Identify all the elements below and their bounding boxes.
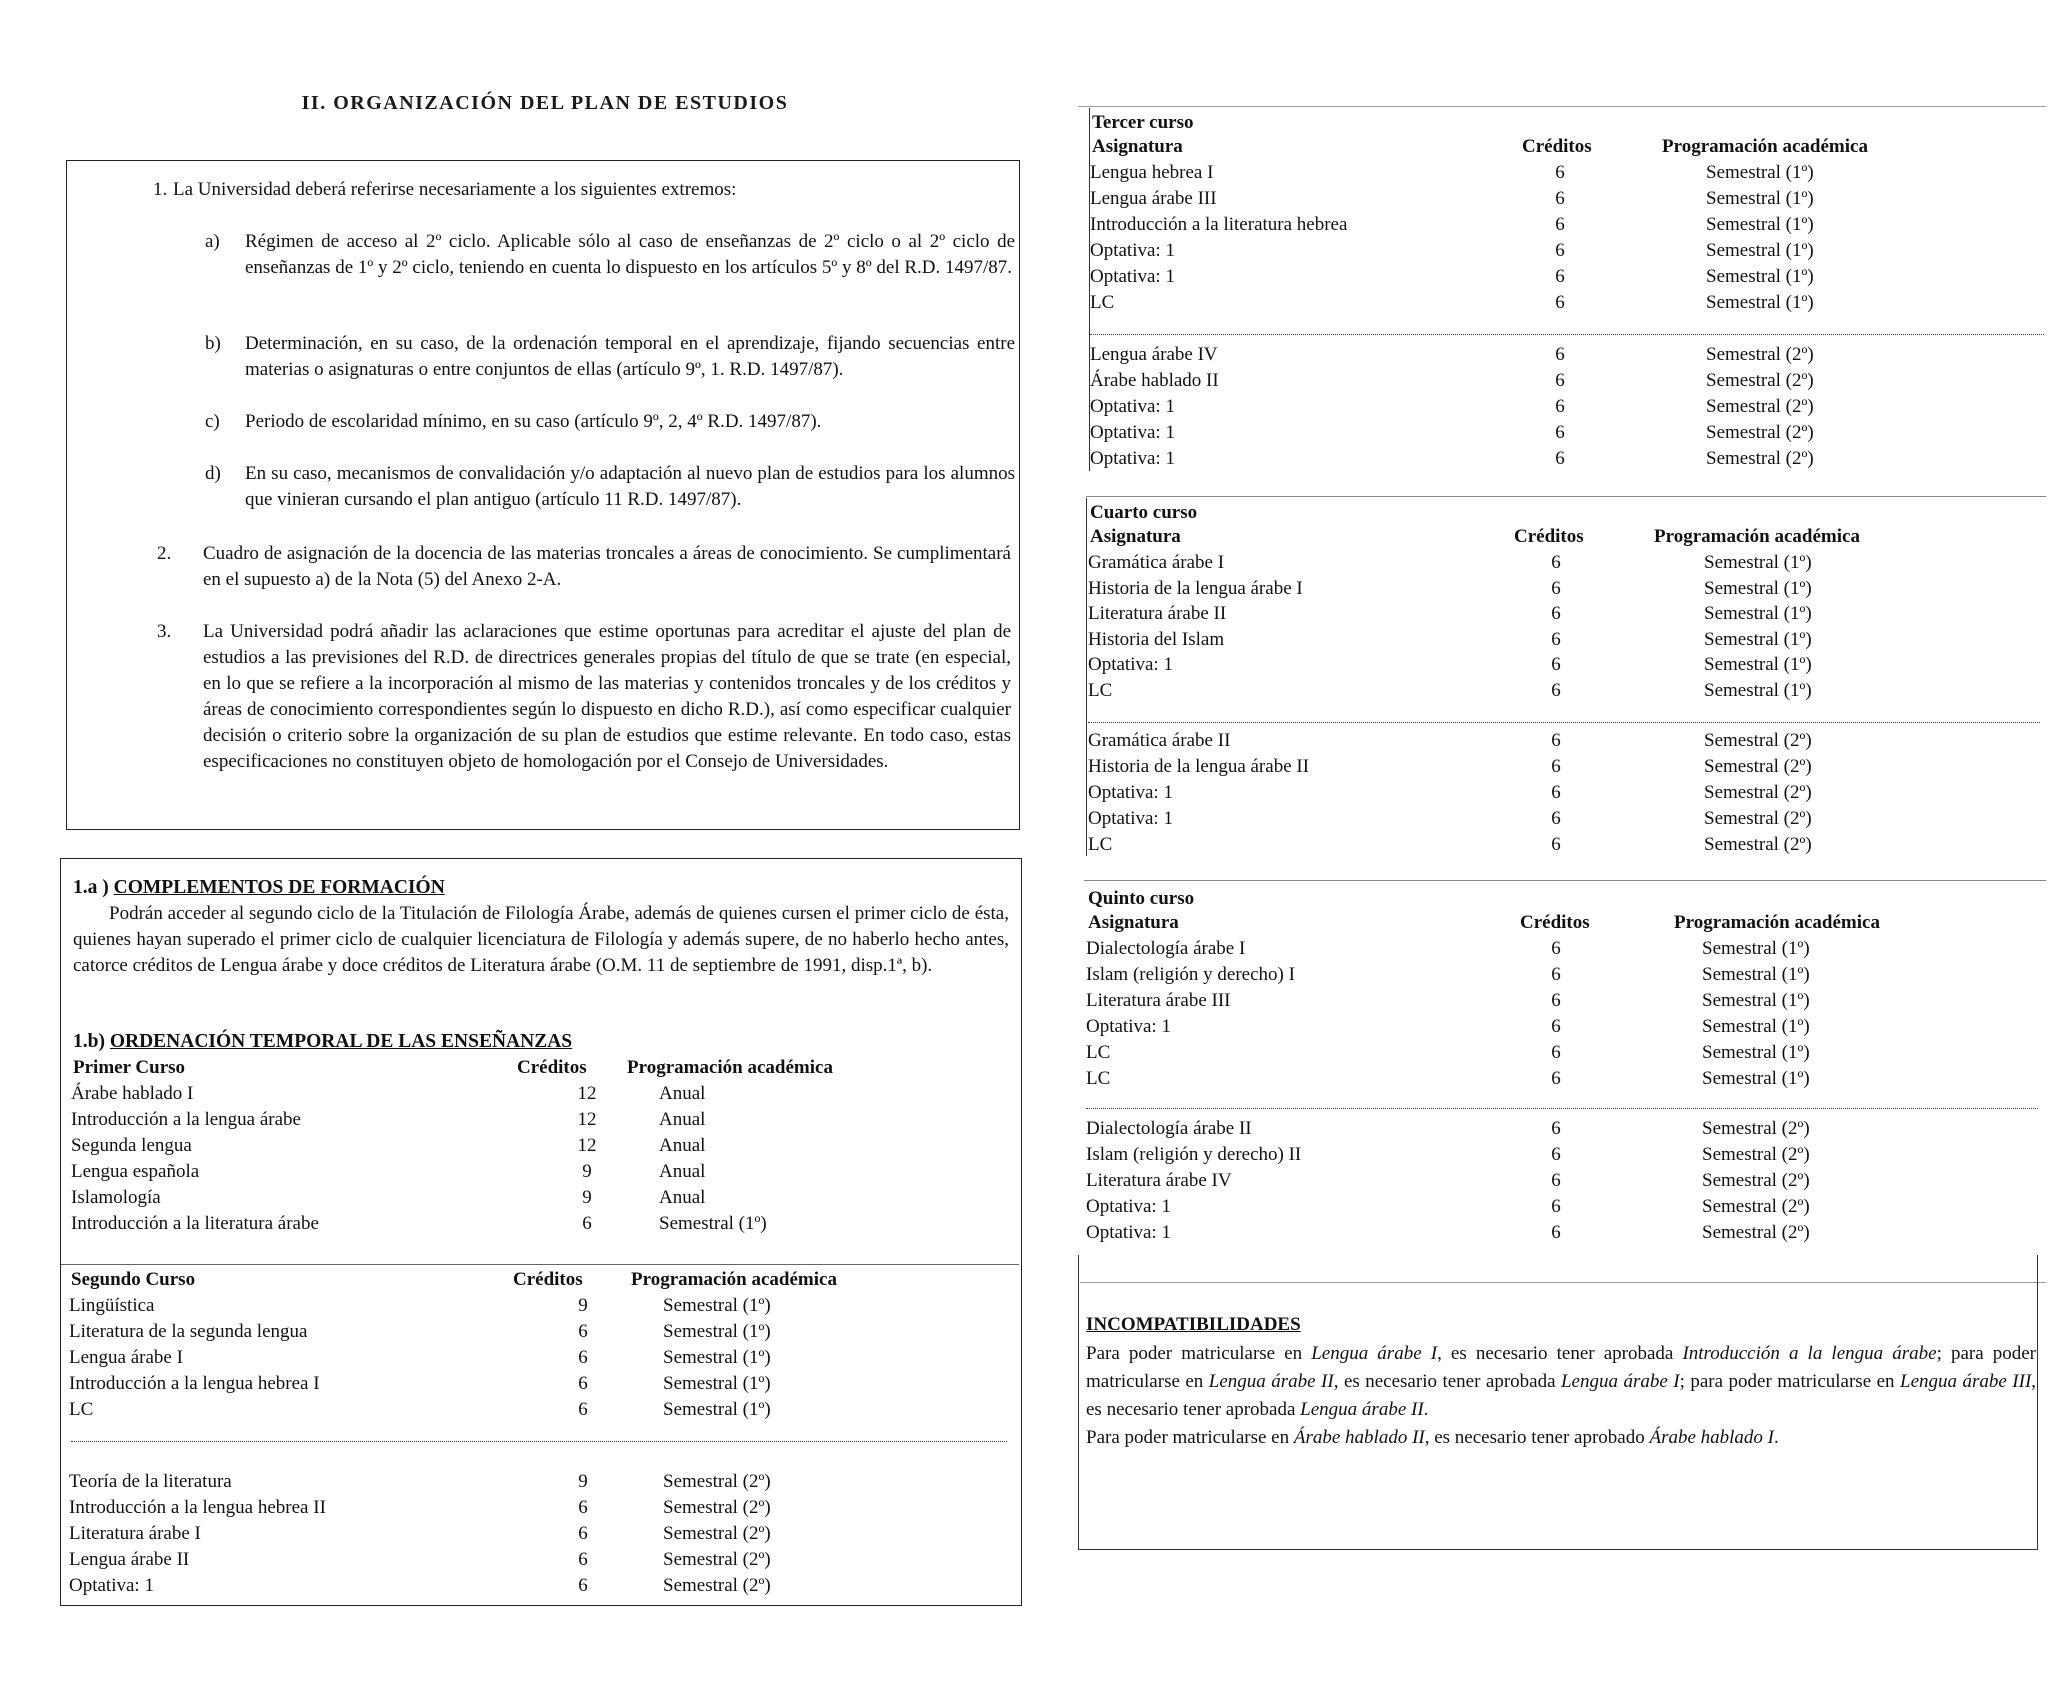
note-b: Determinación, en su caso, de la ordenación temporal en el aprendizaje, fijando secuencias entre materias o asignaturas o entre conjuntos de ellas (artículo 9º, 1. R.D. 1497/87). [245, 333, 1015, 380]
segundo-curso-title: Segundo Curso [71, 1269, 196, 1290]
divider [61, 1264, 1019, 1265]
schedule-cell: Semestral (2º) [663, 1497, 771, 1518]
schedule-cell: Semestral (1º) [663, 1321, 771, 1342]
col-asignatura: Asignatura [1090, 526, 1181, 547]
schedule-cell: Anual [659, 1161, 706, 1182]
credits-cell: 6 [1551, 782, 1561, 803]
subject-cell: Literatura árabe III [1086, 990, 1231, 1011]
col-creditos: Créditos [1514, 526, 1584, 547]
col-programacion: Programación académica [627, 1057, 833, 1078]
schedule-cell: Semestral (1º) [1704, 654, 1812, 675]
subject-cell: Optativa: 1 [1086, 1196, 1171, 1217]
subject-cell: Literatura árabe IV [1086, 1170, 1232, 1191]
col-creditos: Créditos [513, 1269, 583, 1290]
credits-cell: 6 [578, 1523, 588, 1544]
credits-cell: 6 [1551, 679, 1561, 701]
tercer-curso-title: Tercer curso [1092, 112, 1194, 133]
credits-cell: 6 [1555, 396, 1565, 417]
credits-cell: 6 [1551, 990, 1561, 1011]
subject-cell: Historia de la lengua árabe I [1088, 577, 1303, 599]
subject-cell: LC [1090, 292, 1115, 313]
subject-cell: Literatura árabe I [69, 1523, 201, 1544]
note-c: Periodo de escolaridad mínimo, en su caso (artículo 9º, 2, 4º R.D. 1497/87). [245, 411, 822, 432]
subject-cell: Introducción a la lengua árabe [71, 1109, 301, 1130]
col-programacion: Programación académica [1662, 136, 1868, 157]
credits-cell: 6 [1551, 808, 1561, 829]
credits-cell: 6 [1551, 1196, 1561, 1217]
study-plan-box [60, 858, 1022, 1606]
schedule-cell: Semestral (2º) [1706, 370, 1814, 391]
schedule-cell: Semestral (1º) [1704, 628, 1812, 650]
schedule-cell: Semestral (1º) [663, 1347, 771, 1368]
schedule-cell: Semestral (1º) [1702, 1016, 1810, 1037]
subject-cell: Optativa: 1 [1086, 1016, 1171, 1037]
schedule-cell: Semestral (1º) [1702, 938, 1810, 959]
complementos-text: Podrán acceder al segundo ciclo de la Titulación de Filología Árabe, además de quienes cursen el primer ciclo de ésta, quienes hayan superado el primer ciclo de cualquier licenciatura de Filología y además supere, de no haberlo hecho antes, catorce créditos de Lengua árabe y doce créditos de Literatura árabe (O.M. 11 de septiembre de 1991, disp.1ª, b). [73, 903, 1009, 976]
complementos-label: 1.a ) [73, 877, 109, 898]
credits-cell: 12 [577, 1135, 597, 1156]
incompatibilidades-heading: INCOMPATIBILIDADES [1086, 1314, 1301, 1335]
subject-cell: Optativa: 1 [1090, 266, 1175, 287]
credits-cell: 6 [1555, 188, 1565, 209]
subject-cell: Lingüística [69, 1295, 155, 1316]
subject-cell: Introducción a la lengua hebrea I [69, 1373, 320, 1394]
credits-cell: 6 [582, 1213, 592, 1234]
subject-cell: Optativa: 1 [1090, 448, 1175, 469]
subject-cell: Optativa: 1 [1090, 240, 1175, 261]
schedule-cell: Semestral (1º) [1706, 292, 1814, 313]
schedule-cell: Semestral (1º) [663, 1399, 771, 1420]
right-top-rule [1078, 106, 2046, 107]
subject-cell: Introducción a la lengua hebrea II [69, 1497, 326, 1518]
schedule-cell: Semestral (2º) [1706, 448, 1814, 469]
subject-cell: LC [1088, 834, 1113, 855]
credits-cell: 6 [1551, 1170, 1561, 1191]
subject-cell: Teoría de la literatura [69, 1471, 232, 1492]
quinto-curso-title: Quinto curso [1088, 888, 1195, 909]
subject-cell: LC [1088, 679, 1113, 701]
note-c-label: c) [205, 411, 220, 432]
schedule-cell: Semestral (1º) [659, 1213, 767, 1234]
credits-cell: 6 [1551, 730, 1561, 751]
credits-cell: 6 [578, 1373, 588, 1394]
subject-cell: Lengua árabe I [69, 1347, 183, 1368]
subject-cell: Literatura de la segunda lengua [69, 1321, 308, 1342]
subject-cell: Optativa: 1 [1090, 396, 1175, 417]
subject-cell: Gramática árabe I [1088, 552, 1225, 573]
credits-cell: 6 [1555, 266, 1565, 287]
note-d: En su caso, mecanismos de convalidación y/o adaptación al nuevo plan de estudios para los alumnos que vinieran cursando el plan antiguo (artículo 11 R.D. 1497/87). [245, 463, 1015, 510]
page-title: II. ORGANIZACIÓN DEL PLAN DE ESTUDIOS [301, 92, 789, 114]
subject-cell: Dialectología árabe II [1086, 1118, 1252, 1139]
credits-cell: 12 [577, 1083, 597, 1104]
primer-curso-title: Primer Curso [73, 1057, 186, 1078]
dotted-separator [1090, 334, 2044, 335]
subject-cell: Lengua hebrea I [1090, 162, 1214, 183]
subject-cell: Optativa: 1 [1090, 422, 1175, 443]
incompatibilidades-text-1: Para poder matricularse en Lengua árabe I, es necesario tener aprobada Introducción a la lengua árabe; para poder matricularse en Lengua árabe II, es necesario tener aprobada Lengua árabe I; para poder matricularse en Lengua árabe III, es necesario tener aprobada Lengua árabe II. [1086, 1343, 2037, 1420]
schedule-cell: Semestral (2º) [1706, 396, 1814, 417]
credits-cell: 6 [1551, 1144, 1561, 1165]
credits-cell: 6 [1555, 344, 1565, 365]
note-2-label: 2. [157, 543, 172, 564]
schedule-cell: Semestral (2º) [1704, 808, 1812, 829]
credits-cell: 6 [1551, 577, 1561, 599]
subject-cell: Lengua árabe II [69, 1549, 190, 1570]
schedule-cell: Semestral (2º) [663, 1471, 771, 1492]
subject-cell: Optativa: 1 [1088, 782, 1173, 803]
cuarto-curso-title: Cuarto curso [1090, 502, 1198, 523]
dotted-separator [71, 1441, 1007, 1442]
credits-cell: 12 [577, 1109, 597, 1130]
subject-cell: Lengua árabe III [1090, 188, 1217, 209]
schedule-cell: Anual [659, 1109, 706, 1130]
subject-cell: LC [69, 1399, 94, 1420]
schedule-cell: Semestral (2º) [1702, 1196, 1810, 1217]
credits-cell: 6 [1555, 240, 1565, 261]
schedule-cell: Semestral (2º) [663, 1523, 771, 1544]
schedule-cell: Semestral (1º) [1702, 1068, 1810, 1089]
incompatibilidades-text-2: Para poder matricularse en Árabe hablado II, es necesario tener aprobado Árabe hablado I. [1086, 1427, 1779, 1448]
schedule-cell: Semestral (2º) [1702, 1222, 1810, 1243]
col-creditos: Créditos [1520, 912, 1590, 933]
credits-cell: 6 [1551, 1016, 1561, 1037]
credits-cell: 6 [1551, 1118, 1561, 1139]
schedule-cell: Semestral (1º) [1704, 577, 1812, 599]
schedule-cell: Semestral (2º) [1702, 1118, 1810, 1139]
subject-cell: Islamología [71, 1187, 161, 1208]
schedule-cell: Semestral (1º) [1706, 266, 1814, 287]
ordenacion-heading: 1.b) ORDENACIÓN TEMPORAL DE LAS ENSEÑANZAS [73, 1031, 573, 1052]
subject-cell: Dialectología árabe I [1086, 938, 1246, 959]
schedule-cell: Semestral (1º) [1706, 240, 1814, 261]
credits-cell: 6 [1551, 834, 1561, 855]
subject-cell: Árabe hablado II [1090, 370, 1219, 391]
schedule-cell: Semestral (2º) [1704, 756, 1812, 777]
schedule-cell: Semestral (1º) [1706, 214, 1814, 235]
subject-cell: Optativa: 1 [69, 1575, 154, 1596]
schedule-cell: Semestral (1º) [1702, 964, 1810, 985]
section-rule [1084, 880, 2046, 881]
credits-cell: 6 [578, 1321, 588, 1342]
credits-cell: 6 [1555, 448, 1565, 469]
schedule-cell: Semestral (2º) [1704, 730, 1812, 751]
credits-cell: 9 [578, 1471, 588, 1492]
credits-cell: 6 [1551, 1042, 1561, 1063]
schedule-cell: Semestral (2º) [663, 1575, 771, 1596]
credits-cell: 6 [1555, 214, 1565, 235]
credits-cell: 6 [578, 1497, 588, 1518]
dotted-separator [1088, 722, 2040, 723]
credits-cell: 6 [1551, 603, 1561, 624]
section-rule [1086, 496, 2046, 497]
subject-cell: Islam (religión y derecho) I [1086, 964, 1295, 985]
subject-cell: Lengua española [71, 1161, 200, 1182]
credits-cell: 6 [1551, 654, 1561, 675]
note-1: La Universidad deberá referirse necesariamente a los siguientes extremos: [173, 179, 737, 200]
schedule-cell: Semestral (1º) [1706, 188, 1814, 209]
credits-cell: 6 [1555, 292, 1565, 313]
complementos-heading: 1.a ) COMPLEMENTOS DE FORMACIÓN [73, 877, 445, 898]
col-creditos: Créditos [1522, 136, 1592, 157]
note-a-label: a) [205, 231, 220, 252]
subject-cell: LC [1086, 1042, 1111, 1063]
credits-cell: 6 [1551, 1068, 1561, 1089]
col-programacion: Programación académica [1654, 526, 1860, 547]
schedule-cell: Semestral (1º) [1706, 162, 1814, 183]
credits-cell: 6 [578, 1549, 588, 1570]
schedule-cell: Semestral (2º) [663, 1549, 771, 1570]
subject-cell: Segunda lengua [71, 1135, 192, 1156]
subject-cell: Literatura árabe II [1088, 603, 1227, 624]
credits-cell: 9 [578, 1295, 588, 1316]
schedule-cell: Semestral (2º) [1702, 1144, 1810, 1165]
schedule-cell: Semestral (1º) [1704, 679, 1812, 701]
credits-cell: 6 [1555, 370, 1565, 391]
note-d-label: d) [205, 463, 221, 484]
credits-cell: 9 [582, 1161, 592, 1182]
note-3: La Universidad podrá añadir las aclaraciones que estime oportunas para acreditar el ajuste del plan de estudios a las previsiones del R.D. de directrices generales propias del título de que se trate (en especial, en lo que se refiere a la incorporación al mismo de las materias y contenidos troncales y de los créditos y áreas de conocimiento correspondientes según lo dispuesto en dicho R.D.), así como especificar cualquier decisión o criterio sobre la organización de su plan de estudios que estime relevante. En todo caso, estas especificaciones no constituyen objeto de homologación por el Consejo de Universidades. [203, 621, 1011, 772]
credits-cell: 6 [578, 1575, 588, 1596]
ordenacion-label: 1.b) [73, 1031, 105, 1052]
credits-cell: 6 [1551, 756, 1561, 777]
subject-cell: Historia del Islam [1088, 628, 1225, 650]
subject-cell: Islam (religión y derecho) II [1086, 1144, 1302, 1165]
note-a: Régimen de acceso al 2º ciclo. Aplicable sólo al caso de enseñanzas de 2º ciclo o al 2º ciclo de enseñanzas de 1º y 2º ciclo, teniendo en cuenta lo dispuesto en los artículos 5º y 8º del R.D. 1497/87. [245, 231, 1015, 278]
right-left-rule [1086, 498, 1087, 856]
subject-cell: Optativa: 1 [1088, 654, 1173, 675]
credits-cell: 9 [582, 1187, 592, 1208]
credits-cell: 6 [1551, 964, 1561, 985]
credits-cell: 6 [1555, 422, 1565, 443]
credits-cell: 6 [1555, 162, 1565, 183]
subject-cell: Árabe hablado I [71, 1083, 194, 1104]
credits-cell: 6 [578, 1347, 588, 1368]
subject-cell: Introducción a la literatura árabe [71, 1213, 319, 1234]
subject-cell: Historia de la lengua árabe II [1088, 756, 1310, 777]
subject-cell: Lengua árabe IV [1090, 344, 1218, 365]
col-programacion: Programación académica [631, 1269, 837, 1290]
col-asignatura: Asignatura [1092, 136, 1183, 157]
note-b-label: b) [205, 333, 221, 354]
schedule-cell: Semestral (2º) [1704, 834, 1812, 855]
schedule-cell: Anual [659, 1135, 706, 1156]
dotted-separator [1086, 1108, 2038, 1109]
schedule-cell: Semestral (2º) [1706, 422, 1814, 443]
schedule-cell: Semestral (2º) [1706, 344, 1814, 365]
credits-cell: 6 [578, 1399, 588, 1420]
col-programacion: Programación académica [1674, 912, 1880, 933]
schedule-cell: Semestral (1º) [1704, 552, 1812, 573]
schedule-cell: Anual [659, 1083, 706, 1104]
subject-cell: LC [1086, 1068, 1111, 1089]
schedule-cell: Semestral (1º) [663, 1373, 771, 1394]
credits-cell: 6 [1551, 938, 1561, 959]
subject-cell: Optativa: 1 [1086, 1222, 1171, 1243]
schedule-cell: Semestral (1º) [1702, 990, 1810, 1011]
subject-cell: Optativa: 1 [1088, 808, 1173, 829]
schedule-cell: Semestral (2º) [1702, 1170, 1810, 1191]
note-1-number: 1. [153, 179, 168, 200]
schedule-cell: Semestral (2º) [1704, 782, 1812, 803]
credits-cell: 6 [1551, 628, 1561, 650]
notes-box [66, 160, 1020, 830]
note-3-label: 3. [157, 621, 172, 642]
subject-cell: Introducción a la literatura hebrea [1090, 214, 1348, 235]
schedule-cell: Semestral (1º) [663, 1295, 771, 1316]
schedule-cell: Semestral (1º) [1702, 1042, 1810, 1063]
col-asignatura: Asignatura [1088, 912, 1179, 933]
note-2: Cuadro de asignación de la docencia de las materias troncales a áreas de conocimiento. Se cumplimentará en el supuesto a) de la Nota (5) del Anexo 2-A. [203, 543, 1011, 590]
schedule-cell: Anual [659, 1187, 706, 1208]
col-creditos: Créditos [517, 1057, 587, 1078]
subject-cell: Gramática árabe II [1088, 730, 1231, 751]
credits-cell: 6 [1551, 1222, 1561, 1243]
schedule-cell: Semestral (1º) [1704, 603, 1812, 624]
credits-cell: 6 [1551, 552, 1561, 573]
